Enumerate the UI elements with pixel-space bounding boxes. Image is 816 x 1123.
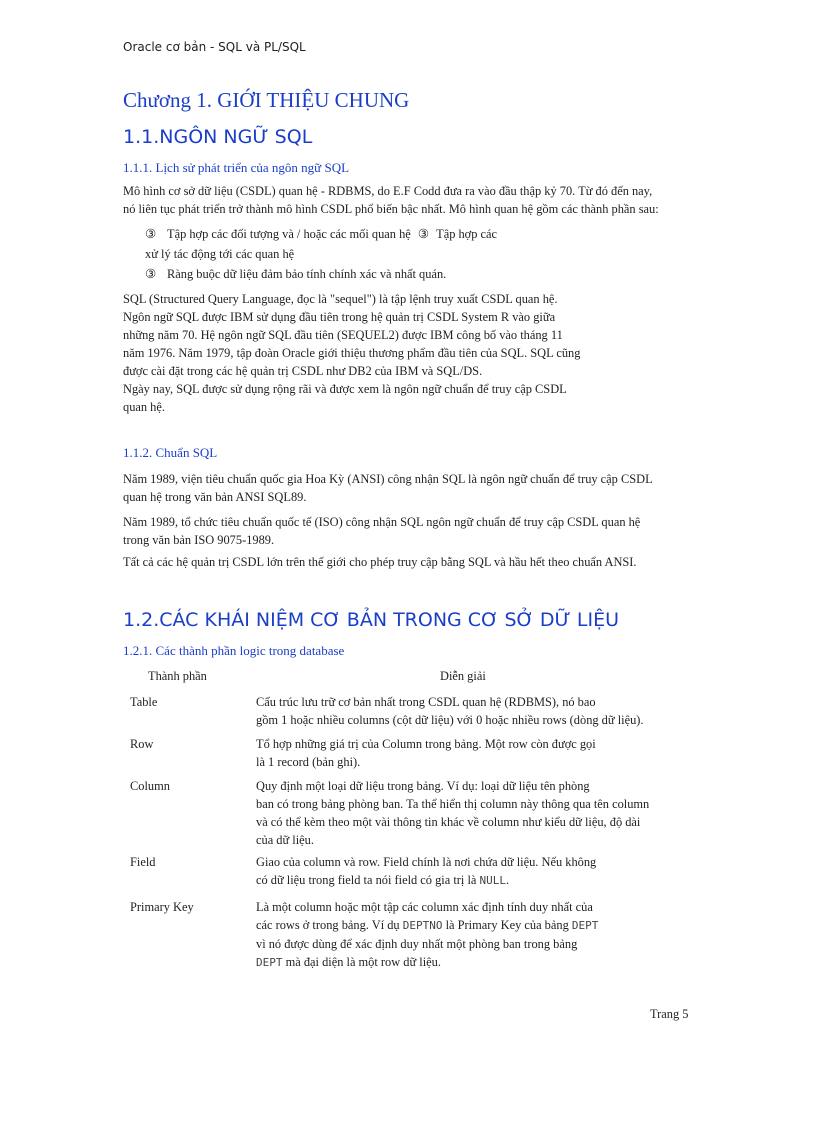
- desc-line: vì nó được dùng để xác định duy nhất một phòng ban trong bảng: [256, 937, 578, 951]
- bullet-text: Ràng buộc dữ liệu đảm bảo tính chính xác và nhất quán.: [167, 267, 447, 281]
- bullet-continuation: xử lý tác động tới các quan hệ: [145, 247, 295, 261]
- iso-line: Năm 1989, tổ chức tiêu chuẩn quốc tế (ISO) công nhận SQL ngôn ngữ chuẩn để truy cập CSDL quan hệ: [123, 515, 641, 529]
- table-row-description: [256, 693, 693, 729]
- iso-paragraph: [123, 513, 706, 549]
- sql-line: năm 1976. Năm 1979, tập đoàn Oracle giới thiệu thương phẩm đầu tiên của SQL. SQL cũng: [123, 346, 581, 360]
- ansi-line: Năm 1989, viện tiêu chuẩn quốc gia Hoa Kỳ (ANSI) công nhận SQL là ngôn ngữ chuẩn để truy cập CSDL: [123, 472, 653, 486]
- table-row-term: Field: [130, 855, 156, 869]
- column-header-explanation: Diễn giải: [440, 669, 486, 683]
- page-header: Oracle cơ bản - SQL và PL/SQL: [123, 40, 306, 54]
- intro-line: Mô hình cơ sở dữ liệu (CSDL) quan hệ - RDBMS, do E.F Codd đưa ra vào đầu thập kỷ 70. Từ đó đến nay,: [123, 184, 653, 198]
- ansi-paragraph: [123, 470, 706, 506]
- code-null: NULL: [479, 874, 506, 887]
- desc-line: gồm 1 hoặc nhiều columns (cột dữ liệu) với 0 hoặc nhiều rows (dòng dữ liệu).: [256, 713, 644, 727]
- bullet-icon: ③: [145, 267, 157, 281]
- bullet-item: [145, 225, 497, 243]
- desc-line: Giao của column và row. Field chính là nơi chứa dữ liệu. Nếu không: [256, 855, 597, 869]
- section-title-1-1: 1.1.NGÔN NGỮ SQL: [123, 126, 313, 148]
- desc-line: Tổ hợp những giá trị của Column trong bảng. Một row còn được gọi: [256, 737, 596, 751]
- sql-line: SQL (Structured Query Language, đọc là "sequel") là tập lệnh truy xuất CSDL quan hệ.: [123, 292, 558, 306]
- desc-line: và có thể kèm theo một vài thông tin khác về column như kiểu dữ liệu, độ dài: [256, 815, 641, 829]
- column-header-component: Thành phần: [148, 669, 207, 683]
- code-deptno: DEPTNO: [402, 919, 443, 932]
- code-dept: DEPT: [571, 919, 599, 932]
- desc-line: có dữ liệu trong field ta nói field có gia trị là: [256, 873, 477, 887]
- code-dept: DEPT: [256, 956, 283, 969]
- sql-line: Ngôn ngữ SQL được IBM sử dụng đầu tiên trong hệ quản trị CSDL System R vào giữa: [123, 310, 556, 324]
- bullet-text: Tập hợp các đối tượng và / hoặc các mối quan hệ: [167, 227, 411, 241]
- iso-line: trong văn bản ISO 9075-1989.: [123, 533, 275, 547]
- table-row-term: Column: [130, 779, 170, 793]
- desc-line: của dữ liệu.: [256, 833, 314, 847]
- table-row-term: Primary Key: [130, 900, 194, 914]
- intro-line: nó liên tục phát triển trở thành mô hình CSDL phổ biến bậc nhất. Mô hình quan hệ gồm các thành phần sau:: [123, 202, 659, 216]
- intro-paragraph: [123, 182, 706, 218]
- desc-line: là 1 record (bản ghi).: [256, 755, 361, 769]
- desc-line: mà đại diện là một row dữ liệu.: [285, 955, 441, 969]
- sql-line: Ngày nay, SQL được sử dụng rộng rãi và được xem là ngôn ngữ chuẩn để truy cập CSDL: [123, 382, 567, 396]
- table-row-term: Row: [130, 737, 154, 751]
- desc-line: là Primary Key của bảng: [445, 918, 569, 932]
- desc-line: Cấu trúc lưu trữ cơ bản nhất trong CSDL quan hệ (RDBMS), nó bao: [256, 695, 596, 709]
- desc-punct: .: [506, 873, 510, 887]
- ansi-line: quan hệ trong văn bản ANSI SQL89.: [123, 490, 307, 504]
- subsection-title-1-1-2: 1.1.2. Chuẩn SQL: [123, 445, 218, 460]
- sql-history-paragraph: [123, 290, 580, 416]
- bullet-icon: ③: [145, 227, 157, 241]
- table-row-description: [256, 735, 693, 771]
- page-number: Trang 5: [650, 1007, 689, 1021]
- ansi-support-paragraph: Tất cả các hệ quản trị CSDL lớn trên thế giới cho phép truy cập bằng SQL và hầu hết theo chuẩn ANSI.: [123, 555, 637, 569]
- table-row-term: Table: [130, 695, 158, 709]
- table-row-description: [256, 853, 693, 890]
- desc-line: Quy định một loại dữ liệu trong bảng. Ví dụ: loại dữ liệu tên phòng: [256, 779, 590, 793]
- table-row-description: [256, 777, 693, 849]
- bullet-item: [145, 265, 446, 283]
- section-title-1-2: 1.2.CÁC KHÁI NIỆM CƠ BẢN TRONG CƠ SỞ DỮ LIỆU: [123, 609, 619, 631]
- desc-line: ban có trong bảng phòng ban. Ta thể hiển thị column này thông qua tên column: [256, 797, 650, 811]
- chapter-title: Chương 1. GIỚI THIỆU CHUNG: [123, 88, 410, 112]
- sql-line: quan hệ.: [123, 400, 165, 414]
- sql-line: những năm 70. Hệ ngôn ngữ SQL đầu tiên (SEQUEL2) được IBM công bố vào tháng 11: [123, 328, 563, 342]
- desc-line: các rows ở trong bảng. Ví dụ: [256, 918, 400, 932]
- subsection-title-1-1-1: 1.1.1. Lịch sử phát triển của ngôn ngữ SQL: [123, 160, 350, 175]
- table-row-description: [256, 898, 693, 972]
- subsection-title-1-2-1: 1.2.1. Các thành phần logic trong database: [123, 643, 345, 658]
- bullet-text: Tập hợp các: [436, 227, 498, 241]
- desc-line: Là một column hoặc một tập các column xác định tính duy nhất của: [256, 900, 593, 914]
- sql-line: được cài đặt trong các hệ quản trị CSDL như DB2 của IBM và SQL/DS.: [123, 364, 483, 378]
- bullet-icon: ③: [417, 227, 430, 241]
